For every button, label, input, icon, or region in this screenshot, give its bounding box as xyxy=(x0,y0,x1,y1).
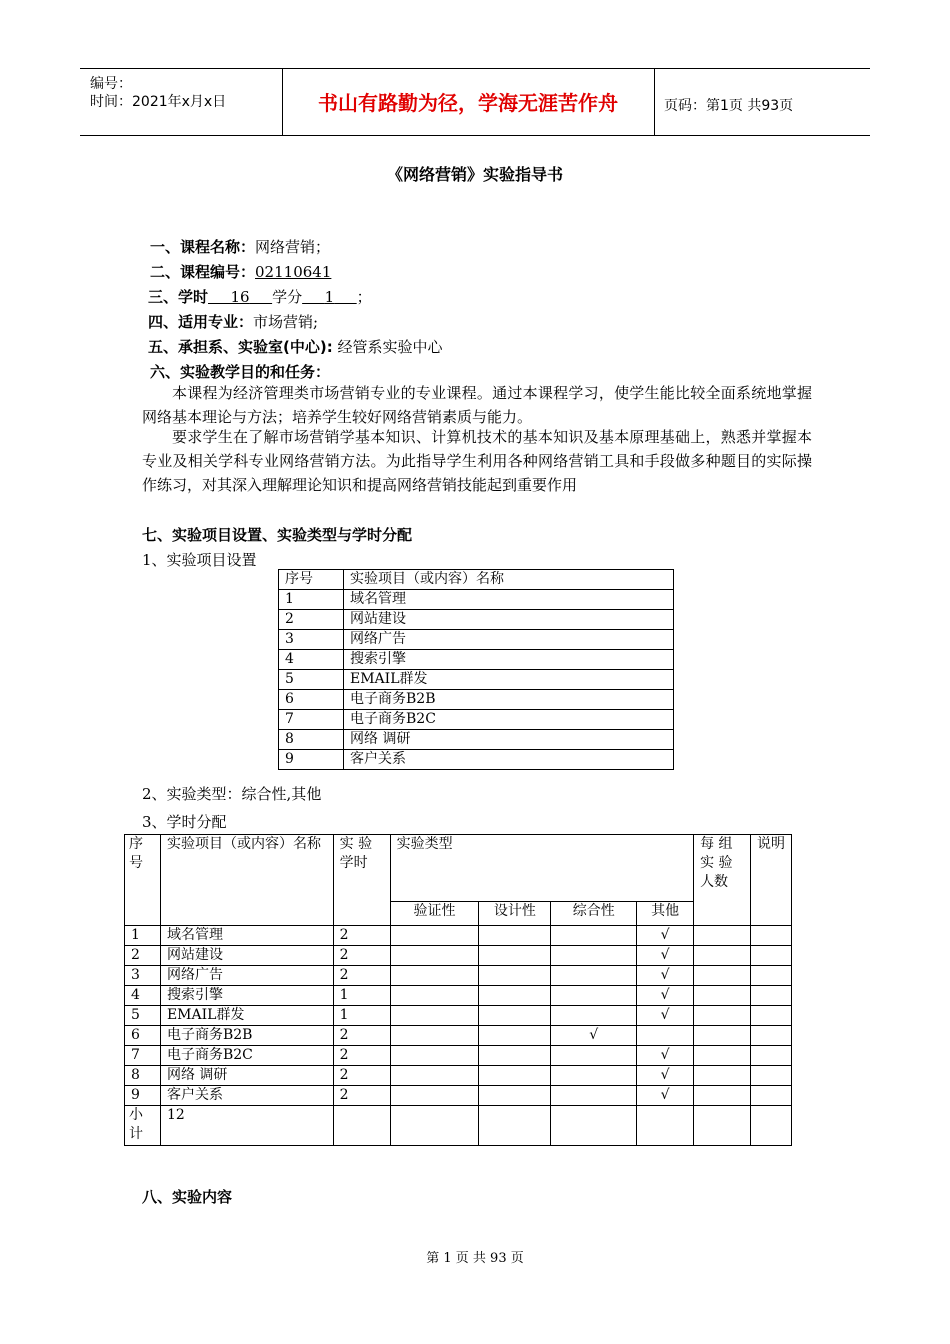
cell-seq: 8 xyxy=(279,730,344,750)
cell-name: EMAIL群发 xyxy=(160,1006,333,1026)
project-table-header-name: 实验项目（或内容）名称 xyxy=(344,570,674,590)
cell-seq: 3 xyxy=(125,966,161,986)
cell-note xyxy=(750,966,791,986)
cell-name: 电子商务B2B xyxy=(160,1026,333,1046)
cell-note xyxy=(750,986,791,1006)
cell-note xyxy=(750,1046,791,1066)
hdr-name: 实验项目（或内容）名称 xyxy=(160,835,333,926)
document-title: 《网络营销》实验指导书 xyxy=(386,165,563,184)
hdr-type-composite: 综合性 xyxy=(551,902,637,926)
cell-name: 电子商务B2B xyxy=(344,690,674,710)
cell-name: 客户关系 xyxy=(160,1086,333,1106)
cell-name: EMAIL群发 xyxy=(344,670,674,690)
table-row xyxy=(125,1066,792,1086)
cell-seq: 1 xyxy=(279,590,344,610)
table-row xyxy=(125,926,792,946)
major-label: 四、适用专业： xyxy=(148,313,254,331)
table-row xyxy=(279,610,674,630)
hdr-type-verify: 验证性 xyxy=(390,902,479,926)
cell-other: √ xyxy=(637,966,694,986)
cell-empty xyxy=(333,1106,390,1146)
course-name-value: 网络营销； xyxy=(255,238,331,256)
cell-name: 电子商务B2C xyxy=(344,710,674,730)
dept-value: 经管系实验中心 xyxy=(337,338,443,356)
cell-people xyxy=(694,1026,751,1046)
header-divider-right xyxy=(654,68,655,135)
cell-other: √ xyxy=(637,1086,694,1106)
cell-verify xyxy=(390,1026,479,1046)
project-table-header-seq: 序号 xyxy=(279,570,344,590)
project-table xyxy=(278,569,674,770)
subtotal-value: 12 xyxy=(160,1106,333,1146)
cell-other: √ xyxy=(637,1046,694,1066)
cell-name: 网络 调研 xyxy=(344,730,674,750)
cell-people xyxy=(694,1066,751,1086)
cell-design xyxy=(479,1006,551,1026)
dept-row xyxy=(148,336,443,357)
cell-composite xyxy=(551,1006,637,1026)
cell-people xyxy=(694,1006,751,1026)
table-row xyxy=(279,650,674,670)
cell-note xyxy=(750,926,791,946)
cell-design xyxy=(479,1046,551,1066)
cell-people xyxy=(694,946,751,966)
cell-verify xyxy=(390,946,479,966)
hdr-type: 实验类型 xyxy=(390,835,693,902)
cell-hours: 2 xyxy=(333,1066,390,1086)
cell-empty xyxy=(750,1106,791,1146)
hdr-seq: 序号 xyxy=(125,835,161,926)
major-row xyxy=(148,311,318,332)
cell-seq: 4 xyxy=(279,650,344,670)
cell-seq: 9 xyxy=(125,1086,161,1106)
cell-name: 网络广告 xyxy=(160,966,333,986)
cell-name: 网络广告 xyxy=(344,630,674,650)
table-row xyxy=(125,946,792,966)
cell-composite xyxy=(551,926,637,946)
cell-people xyxy=(694,986,751,1006)
cell-hours: 2 xyxy=(333,1026,390,1046)
paragraph-1: 本课程为经济管理类市场营销专业的专业课程。通过本课程学习，使学生能比较全面系统地掌握网络基本理论与方法；培养学生较好网络营销素质与能力。 xyxy=(142,384,812,426)
cell-design xyxy=(479,946,551,966)
table-row xyxy=(279,630,674,650)
table-row xyxy=(125,1086,792,1106)
table-row xyxy=(125,1026,792,1046)
section7-sub3: 3、学时分配 xyxy=(142,813,227,831)
cell-people xyxy=(694,966,751,986)
cell-name: 搜索引擎 xyxy=(344,650,674,670)
subtotal-row xyxy=(125,1106,792,1146)
table-row xyxy=(279,730,674,750)
cell-seq: 9 xyxy=(279,750,344,770)
hours-label: 三、学时 xyxy=(148,288,209,306)
credits-label: 学分 xyxy=(272,288,303,306)
cell-name: 域名管理 xyxy=(160,926,333,946)
page-footer: 第 1 页 共 93 页 xyxy=(426,1251,524,1266)
cell-empty xyxy=(390,1106,479,1146)
cell-other: √ xyxy=(637,946,694,966)
cell-empty xyxy=(694,1106,751,1146)
cell-design xyxy=(479,1026,551,1046)
cell-seq: 6 xyxy=(279,690,344,710)
project-table-header xyxy=(279,570,674,590)
cell-people xyxy=(694,926,751,946)
cell-verify xyxy=(390,926,479,946)
cell-seq: 7 xyxy=(125,1046,161,1066)
cell-seq: 2 xyxy=(279,610,344,630)
cell-hours: 1 xyxy=(333,986,390,1006)
course-code-row xyxy=(150,261,331,282)
cell-design xyxy=(479,1066,551,1086)
hdr-note: 说明 xyxy=(750,835,791,926)
cell-other: √ xyxy=(637,986,694,1006)
cell-composite xyxy=(551,1086,637,1106)
subtotal-label: 小计 xyxy=(125,1106,161,1146)
hdr-people: 每 组 实 验 人数 xyxy=(694,835,751,926)
course-code-value: 02110641 xyxy=(255,263,332,281)
cell-name: 搜索引擎 xyxy=(160,986,333,1006)
cell-verify xyxy=(390,1066,479,1086)
dept-label: 五、承担系、实验室(中心): xyxy=(148,338,333,356)
course-name-row xyxy=(150,236,330,257)
table-row xyxy=(125,1046,792,1066)
hours-value: 16 xyxy=(230,288,250,306)
cell-verify xyxy=(390,1006,479,1026)
cell-name: 客户关系 xyxy=(344,750,674,770)
cell-design xyxy=(479,966,551,986)
hdr-hours: 实 验 学时 xyxy=(333,835,390,926)
cell-name: 电子商务B2C xyxy=(160,1046,333,1066)
cell-seq: 2 xyxy=(125,946,161,966)
cell-other xyxy=(637,1026,694,1046)
cell-people xyxy=(694,1086,751,1106)
table-row xyxy=(125,1006,792,1026)
header-motto: 书山有路勤为径，学海无涯苦作舟 xyxy=(318,91,618,115)
cell-seq: 4 xyxy=(125,986,161,1006)
cell-verify xyxy=(390,986,479,1006)
hours-table xyxy=(124,834,792,1146)
cell-note xyxy=(750,1006,791,1026)
cell-seq: 1 xyxy=(125,926,161,946)
cell-other: √ xyxy=(637,926,694,946)
table-row xyxy=(125,986,792,1006)
cell-name: 网站建设 xyxy=(344,610,674,630)
cell-composite: √ xyxy=(551,1026,637,1046)
header-id-label: 编号： xyxy=(90,76,132,92)
cell-other: √ xyxy=(637,1006,694,1026)
cell-seq: 5 xyxy=(279,670,344,690)
table-row xyxy=(279,710,674,730)
header-date: 时间：2021年x月x日 xyxy=(90,94,227,110)
cell-note xyxy=(750,1066,791,1086)
cell-other: √ xyxy=(637,1066,694,1086)
course-name-label: 一、课程名称： xyxy=(150,238,256,256)
hours-credits-row xyxy=(148,286,372,307)
cell-name: 网络 调研 xyxy=(160,1066,333,1086)
cell-design xyxy=(479,926,551,946)
cell-verify xyxy=(390,1086,479,1106)
cell-design xyxy=(479,986,551,1006)
cell-hours: 1 xyxy=(333,1006,390,1026)
purpose-row xyxy=(150,361,330,382)
cell-empty xyxy=(637,1106,694,1146)
cell-seq: 6 xyxy=(125,1026,161,1046)
cell-hours: 2 xyxy=(333,946,390,966)
section7-sub2: 2、实验类型：综合性,其他 xyxy=(142,785,322,803)
cell-empty xyxy=(479,1106,551,1146)
cell-seq: 5 xyxy=(125,1006,161,1026)
cell-note xyxy=(750,1086,791,1106)
cell-note xyxy=(750,1026,791,1046)
credits-value: 1 xyxy=(324,288,335,306)
cell-note xyxy=(750,946,791,966)
cell-hours: 2 xyxy=(333,1086,390,1106)
purpose-label: 六、实验教学目的和任务： xyxy=(150,363,331,381)
cell-verify xyxy=(390,966,479,986)
table-row xyxy=(125,966,792,986)
section7-heading: 七、实验项目设置、实验类型与学时分配 xyxy=(142,526,413,544)
cell-hours: 2 xyxy=(333,1046,390,1066)
paragraph-2: 要求学生在了解市场营销学基本知识、计算机技术的基本知识及基本原理基础上，熟悉并掌握本专业及相关学科专业网络营销方法。为此指导学生利用各种网络营销工具和手段做多种题目的实际操作练习，对其深入理解理论知识和提高网络营销技能起到重要作用 xyxy=(142,428,812,494)
table-row xyxy=(279,670,674,690)
credits-suffix: ； xyxy=(356,288,372,306)
header-bottom-rule xyxy=(80,135,870,136)
cell-design xyxy=(479,1086,551,1106)
cell-hours: 2 xyxy=(333,966,390,986)
major-value: 市场营销; xyxy=(253,313,319,331)
header-page-info: 页码：第1页 共93页 xyxy=(664,98,794,114)
cell-name: 域名管理 xyxy=(344,590,674,610)
table-row xyxy=(279,750,674,770)
cell-name: 网站建设 xyxy=(160,946,333,966)
hours-table-header-1 xyxy=(125,835,792,902)
section8-heading: 八、实验内容 xyxy=(142,1188,233,1206)
cell-composite xyxy=(551,986,637,1006)
cell-empty xyxy=(551,1106,637,1146)
cell-verify xyxy=(390,1046,479,1066)
table-row xyxy=(279,690,674,710)
cell-people xyxy=(694,1046,751,1066)
cell-hours: 2 xyxy=(333,926,390,946)
cell-seq: 3 xyxy=(279,630,344,650)
hdr-type-other: 其他 xyxy=(637,902,694,926)
cell-composite xyxy=(551,1046,637,1066)
cell-seq: 7 xyxy=(279,710,344,730)
cell-seq: 8 xyxy=(125,1066,161,1086)
cell-composite xyxy=(551,946,637,966)
course-code-label: 二、课程编号： xyxy=(150,263,256,281)
cell-composite xyxy=(551,966,637,986)
table-row xyxy=(279,590,674,610)
hdr-type-design: 设计性 xyxy=(479,902,551,926)
cell-composite xyxy=(551,1066,637,1086)
section7-sub1: 1、实验项目设置 xyxy=(142,551,257,569)
